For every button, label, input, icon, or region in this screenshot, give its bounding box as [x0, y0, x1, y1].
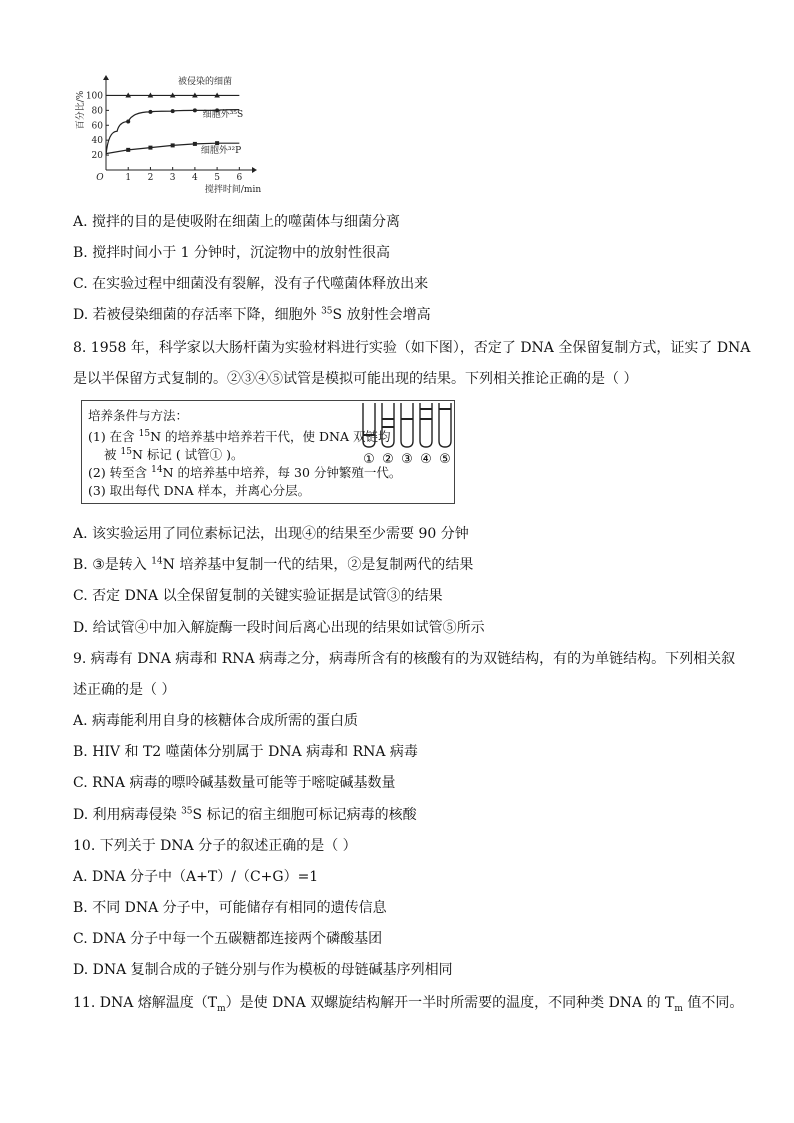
q9-option-d-text: D. 利用病毒侵染 — [73, 807, 182, 823]
x-tick-label: 5 — [214, 173, 220, 183]
q11-stem-text-mid: ）是使 DNA 双螺旋结构解开一半时所需要的温度，不同种类 DNA 的 T — [225, 995, 675, 1011]
x-tick-label: 4 — [192, 173, 198, 183]
y-tick-label: 60 — [91, 121, 103, 132]
q9-option-c: C. RNA 病毒的嘌呤碱基数量可能等于嘧啶碱基数量 — [73, 775, 396, 791]
test-tube-2 — [382, 403, 394, 447]
q9-option-a: A. 病毒能利用自身的核糖体合成所需的蛋白质 — [73, 713, 359, 729]
box-step1-text-end: N 的培养基中培养若干代，使 DNA 双链均 — [150, 429, 391, 444]
x-tick-label: 2 — [147, 173, 154, 183]
q9-stem-line1: 9. 病毒有 DNA 病毒和 RNA 病毒之分，病毒所含有的核酸有的为双链结构，有的为单链结构。下列相关叙 — [73, 651, 736, 667]
q9-option-d-text-end: S 标记的宿主细胞可标记病毒的核酸 — [192, 807, 417, 823]
q10-option-b: B. 不同 DNA 分子中，可能储存有相同的遗传信息 — [73, 900, 387, 916]
y-axis-label: 百分比/% — [76, 90, 86, 130]
q7-option-d — [73, 305, 431, 325]
data-point-circle — [148, 110, 152, 114]
superscript: 15 — [120, 446, 132, 457]
superscript: 35 — [321, 306, 333, 317]
y-axis-arrow — [103, 75, 109, 80]
test-tube-5 — [439, 403, 451, 447]
q7-option-a: A. 搅拌的目的是使吸附在细菌上的噬菌体与细菌分离 — [73, 214, 401, 230]
q10-option-d: D. DNA 复制合成的子链分别与作为模板的母链碱基序列相同 — [73, 962, 453, 978]
box-step3: (3) 取出每代 DNA 样本，并离心分层。 — [88, 483, 311, 498]
origin-label: O — [96, 173, 104, 183]
tube-label-4: ④ — [420, 452, 432, 467]
data-point-square — [215, 141, 219, 145]
box-step2 — [88, 464, 401, 482]
q10-option-a: A. DNA 分子中（A+T）/（C+G）=1 — [73, 869, 319, 885]
q7-option-d-text: D. 若被侵染细菌的存活率下降，细胞外 — [73, 307, 322, 323]
box-step1-cont-text: 被 — [104, 447, 121, 462]
x-axis-arrow — [252, 167, 257, 173]
series-label: 细胞外³²P — [200, 146, 242, 156]
test-tubes — [359, 401, 455, 471]
q8-stem-line2: 是以半保留方式复制的。②③④⑤试管是模拟可能出现的结果。下列相关推论正确的是（ ） — [73, 371, 638, 387]
box-title: 培养条件与方法： — [88, 408, 189, 423]
tube-label-3: ③ — [401, 452, 413, 467]
series-label: 被侵染的细菌 — [177, 77, 233, 87]
test-tube-1 — [363, 403, 375, 447]
x-axis-label: 搅拌时间/min — [204, 185, 262, 195]
box-step2-text: (2) 转至含 — [88, 465, 152, 480]
superscript: 14 — [151, 464, 163, 475]
superscript: 14 — [151, 556, 163, 567]
q11-stem-text: 11. DNA 熔解温度（T — [73, 995, 218, 1011]
experiment-box — [81, 400, 455, 504]
q8-option-c: C. 否定 DNA 以全保留复制的关键实验证据是试管③的结果 — [73, 588, 443, 604]
y-tick-label: 80 — [91, 106, 103, 117]
q8-stem-line1: 8. 1958 年，科学家以大肠杆菌为实验材料进行实验（如下图），否定了 DNA 全保留复制方式，证实了 DNA — [73, 340, 751, 356]
box-step1 — [88, 428, 390, 446]
box-step1-cont-text-end: N 标记 ( 试管① )。 — [131, 447, 244, 462]
q10-option-c: C. DNA 分子中每一个五碳糖都连接两个磷酸基团 — [73, 931, 383, 947]
x-tick-label: 1 — [125, 173, 132, 183]
tube-label-2: ② — [382, 452, 394, 467]
q8-option-b-text-end: N 培养基中复制一代的结果，②是复制两代的结果 — [162, 557, 474, 573]
x-tick-label: 6 — [236, 173, 243, 183]
box-step1-cont — [104, 446, 244, 464]
subscript: m — [674, 1003, 683, 1014]
box-step2-text-end: N 的培养基中培养，每 30 分钟繁殖一代。 — [162, 465, 402, 480]
data-point-square — [126, 148, 130, 152]
q8-option-a: A. 该实验运用了同位素标记法，出现④的结果至少需要 90 分钟 — [73, 526, 469, 542]
q11-stem — [73, 993, 743, 1013]
box-step1-text: (1) 在含 — [88, 429, 139, 444]
superscript: 35 — [181, 806, 193, 817]
data-point-circle — [193, 108, 197, 112]
data-point-square — [171, 143, 175, 147]
test-tube-3 — [401, 403, 413, 447]
q9-option-b: B. HIV 和 T2 噬菌体分别属于 DNA 病毒和 RNA 病毒 — [73, 744, 418, 760]
subscript: m — [217, 1003, 226, 1014]
test-tube-4 — [420, 403, 432, 447]
q10-stem: 10. 下列关于 DNA 分子的叙述正确的是（ ） — [73, 838, 357, 854]
data-point-circle — [126, 120, 130, 124]
q7-option-b: B. 搅拌时间小于 1 分钟时，沉淀物中的放射性很高 — [73, 245, 390, 261]
tube-label-5: ⑤ — [439, 452, 451, 467]
x-tick-label: 3 — [169, 173, 176, 183]
line-chart — [73, 70, 283, 198]
data-point-circle — [171, 109, 175, 113]
q11-stem-text-end: 值不同。 — [682, 995, 744, 1011]
y-tick-label: 20 — [91, 151, 103, 162]
q8-option-b — [73, 555, 473, 575]
q8-option-d: D. 给试管④中加入解旋酶一段时间后离心出现的结果如试管⑤所示 — [73, 620, 485, 636]
data-point-square — [193, 142, 197, 146]
tube-label-1: ① — [363, 452, 375, 467]
q9-option-d — [73, 805, 417, 825]
q9-stem-line2: 述正确的是（ ） — [73, 682, 176, 698]
q7-option-c: C. 在实验过程中细菌没有裂解，没有子代噬菌体释放出来 — [73, 276, 429, 292]
y-tick-label: 40 — [91, 136, 103, 147]
q7-option-d-text-end: S 放射性会增高 — [332, 307, 431, 323]
series-label: 细胞外³⁵S — [202, 110, 244, 120]
q8-option-b-text: B. ③是转入 — [73, 557, 152, 573]
superscript: 15 — [138, 428, 151, 439]
y-tick-label: 100 — [85, 91, 103, 102]
data-point-square — [148, 146, 152, 150]
